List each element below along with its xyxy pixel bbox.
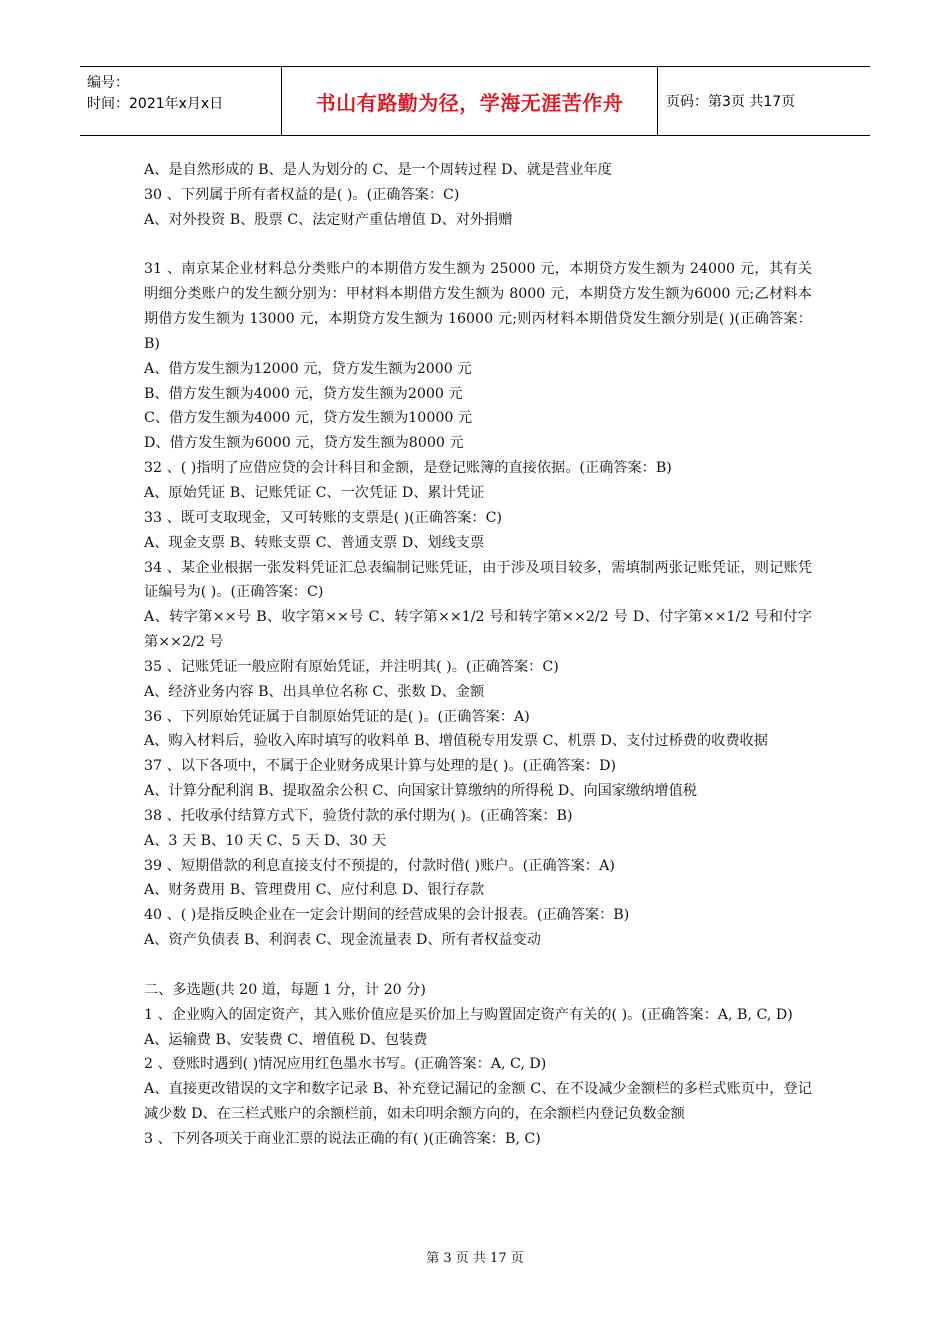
question-line: 30 、下列属于所有者权益的是( )。(正确答案：C) bbox=[144, 186, 460, 203]
question-line: 40 、( )是指反映企业在一定会计期间的经营成果的会计报表。(正确答案：B) bbox=[144, 907, 630, 924]
options-line: A、直接更改错误的文字和数字记录 B、补充登记漏记的金额 C、在不设减少金额栏的多栏式账页中，登记减少数 D、在三栏式账户的余额栏前，如未印明余额方向的，在余额栏内登记负数金额 bbox=[144, 1081, 812, 1123]
question-line: 2 、登账时遇到( )情况应用红色墨水书写。(正确答案：A, C, D) bbox=[144, 1056, 547, 1073]
header-motto-cell bbox=[282, 67, 658, 135]
options-line: B、借方发生额为4000 元，贷方发生额为2000 元 bbox=[144, 385, 463, 402]
options-line: A、财务费用 B、管理费用 C、应付利息 D、银行存款 bbox=[144, 882, 485, 899]
question-line: 34 、某企业根据一张发料凭证汇总表编制记账凭证，由于涉及项目较多，需填制两张记账凭证，则记账凭证编号为( )。(正确答案：C) bbox=[144, 559, 812, 601]
question-line: 37 、以下各项中，不属于企业财务成果计算与处理的是( )。(正确答案：D) bbox=[144, 758, 617, 775]
options-line: A、3 天 B、10 天 C、5 天 D、30 天 bbox=[144, 832, 387, 849]
options-line: A、购入材料后，验收入库时填写的收料单 B、增值税专用发票 C、机票 D、支付过桥费的收费收据 bbox=[144, 733, 768, 750]
options-line: D、借方发生额为6000 元，贷方发生额为8000 元 bbox=[144, 435, 464, 452]
options-line: C、借方发生额为4000 元，贷方发生额为10000 元 bbox=[144, 410, 473, 427]
options-line: A、资产负债表 B、利润表 C、现金流量表 D、所有者权益变动 bbox=[144, 932, 541, 949]
question-line: 36 、下列原始凭证属于自制原始凭证的是( )。(正确答案：A) bbox=[144, 708, 530, 725]
blank-line bbox=[144, 953, 812, 978]
options-line: A、经济业务内容 B、出具单位名称 C、张数 D、金额 bbox=[144, 683, 485, 700]
options-line: A、原始凭证 B、记账凭证 C、一次凭证 D、累计凭证 bbox=[144, 484, 485, 501]
question-line: 3 、下列各项关于商业汇票的说法正确的有( )(正确答案：B, C) bbox=[144, 1130, 541, 1147]
question-line: 39 、短期借款的利息直接支付不预提的，付款时借( )账户。(正确答案：A) bbox=[144, 857, 615, 874]
options-line: A、转字第××号 B、收字第××号 C、转字第××1/2 号和转字第××2/2 号 D、付字第××1/2 号和付字第××2/2 号 bbox=[144, 609, 812, 651]
header-page-number: 页码：第3页 共17页 bbox=[666, 94, 796, 110]
options-line: A、对外投资 B、股票 C、法定财产重估增值 D、对外捐赠 bbox=[144, 211, 513, 228]
header-motto: 书山有路勤为径，学海无涯苦作舟 bbox=[315, 90, 624, 115]
options-line: A、计算分配利润 B、提取盈余公积 C、向国家计算缴纳的所得税 D、向国家缴纳增值税 bbox=[144, 783, 697, 800]
document-body bbox=[144, 158, 812, 1152]
footer-page-number: 第 3 页 共 17 页 bbox=[426, 1251, 524, 1266]
text-line: A、是自然形成的 B、是人为划分的 C、是一个周转过程 D、就是营业年度 bbox=[144, 162, 612, 178]
question-line: 31 、南京某企业材料总分类账户的本期借方发生额为 25000 元，本期贷方发生额为 24000 元，其有关明细分类账户的发生额分别为：甲材料本期借方发生额为 8000 元，本期贷方发生额为6000 元;乙材料本期借方发生额为 13000 元，本期贷方发生额为 16000 元;则丙材料本期借贷发生额分别是( )(正确答案：B) bbox=[144, 261, 812, 352]
blank-line bbox=[144, 233, 812, 258]
section-heading: 二、多选题(共 20 道，每题 1 分，计 20 分) bbox=[144, 981, 426, 998]
question-line: 1 、企业购入的固定资产，其入账价值应是买价加上与购置固定资产有关的( )。(正确答案：A, B, C, D) bbox=[144, 1006, 793, 1023]
options-line: A、运输费 B、安装费 C、增值税 D、包装费 bbox=[144, 1031, 428, 1048]
document-date-label: 时间：2021年x月x日 bbox=[87, 96, 224, 112]
document-number-label: 编号： bbox=[87, 75, 129, 91]
question-line: 35 、记账凭证一般应附有原始凭证，并注明其( )。(正确答案：C) bbox=[144, 658, 559, 675]
page-header bbox=[80, 66, 870, 136]
header-meta-cell bbox=[80, 67, 282, 135]
question-line: 33 、既可支取现金，又可转账的支票是( )(正确答案：C) bbox=[144, 509, 503, 526]
options-line: A、借方发生额为12000 元，贷方发生额为2000 元 bbox=[144, 360, 472, 377]
question-line: 32 、( )指明了应借应贷的会计科目和金额，是登记账簿的直接依据。(正确答案：B) bbox=[144, 460, 672, 477]
question-line: 38 、托收承付结算方式下，验货付款的承付期为( )。(正确答案：B) bbox=[144, 807, 573, 824]
options-line: A、现金支票 B、转账支票 C、普通支票 D、划线支票 bbox=[144, 534, 485, 551]
page-footer bbox=[0, 1247, 950, 1266]
header-page-cell bbox=[658, 67, 870, 135]
